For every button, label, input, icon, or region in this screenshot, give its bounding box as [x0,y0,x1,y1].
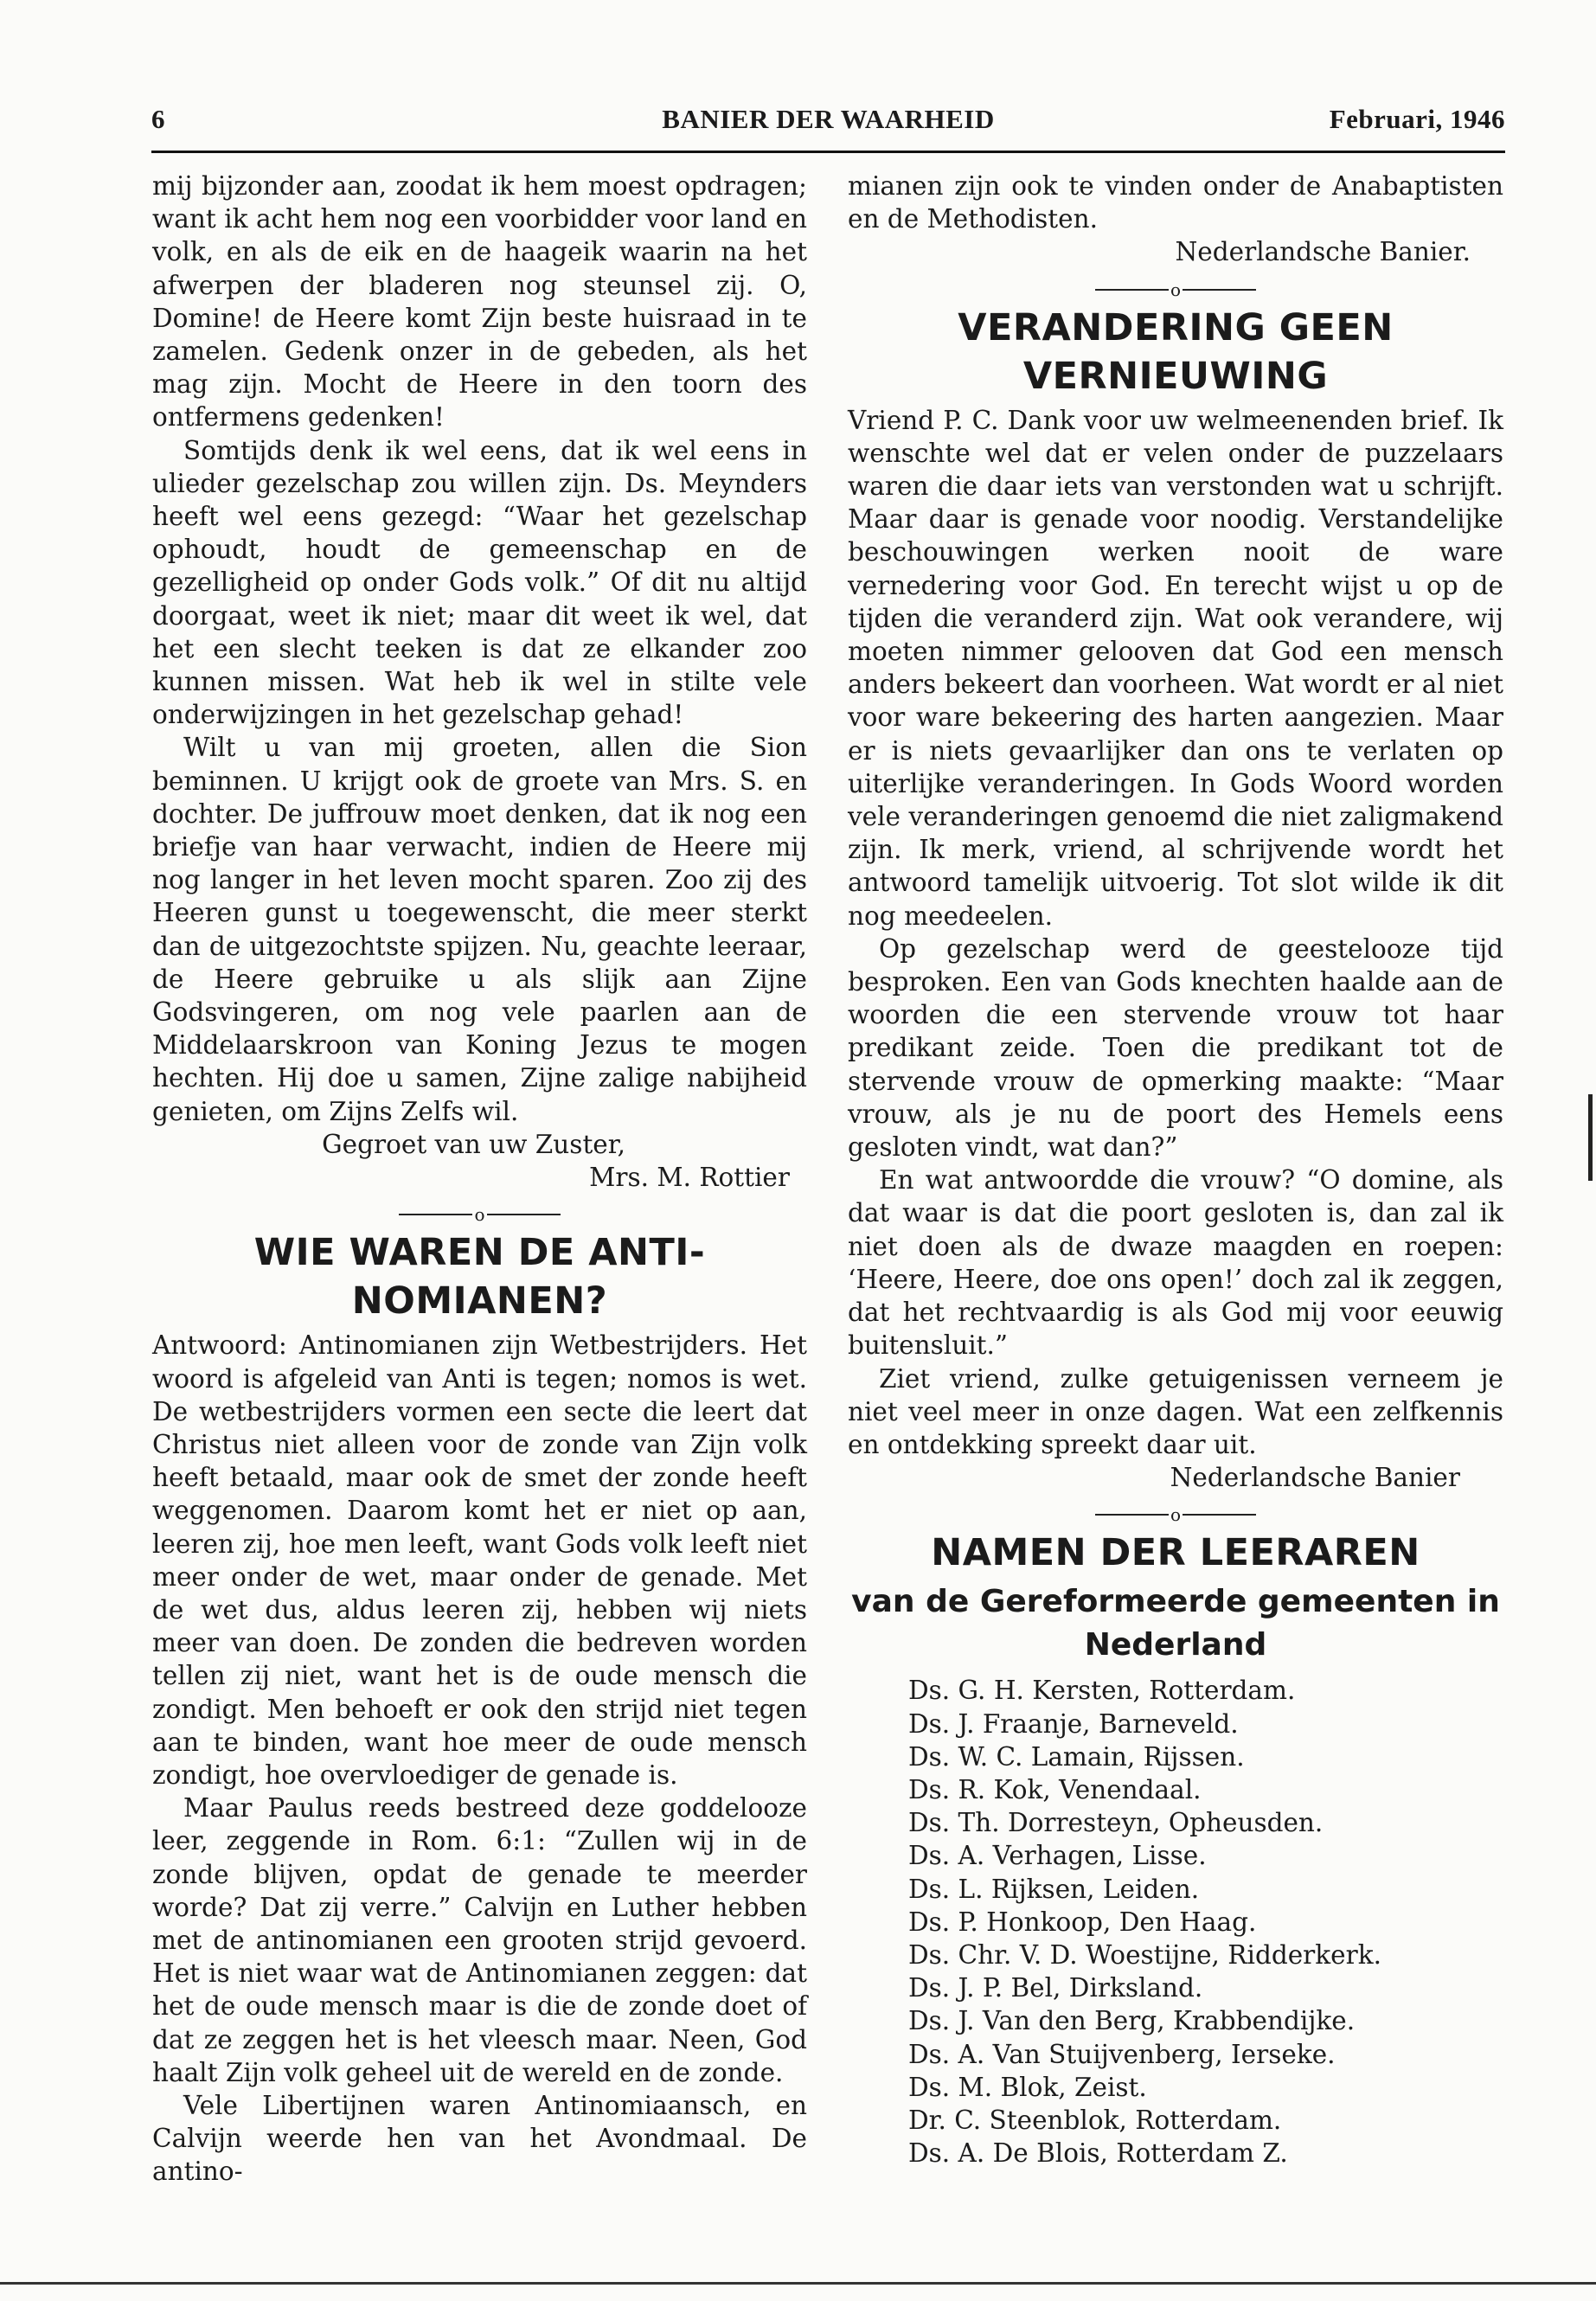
section-separator: o [848,1506,1503,1523]
letter-paragraph: Wilt u van mij groeten, allen die Sion beminnen. U krijgt ook de groete van Mrs. S. en dochter. De juffrouw moet denken, dat ik nog een briefje van haar verwacht, indien de Heere mij nog langer in het leven mocht sparen. Zoo zij des Heeren gunst u toegewenscht, die meer sterkt dan de uitgezochtste spijzen. Nu, geachte leeraar, de Heere gebruike u als slijk aan Zijne Godsvingeren, om nog vele paarlen aan de Middelaarskroon van Koning Jezus te mogen hechten. Hij doe u samen, Zijne zalige nabijheid genieten, om Zijns Zelfs wil. [152,733,807,1126]
letter-signature: Mrs. M. Rottier [589,1163,790,1193]
issue-date: Februari, 1946 [1329,104,1505,134]
header-rule [151,151,1505,153]
letter-paragraph: mij bijzonder aan, zoodat ik hem moest opdragen; want ik acht hem nog een voorbidder voor land en volk, en als de eik en de haageik waarin na het afwerpen der bladeren nog steunsel zij. O, Domine! de Heere komt Zijn beste huisraad in te zamelen. Gedenk onzer in de gebeden, als het mag zijn. Mocht de Heere in den toorn des ontfermens gedenken! [152,171,807,433]
page-number: 6 [151,104,165,134]
minister-list [908,1674,1503,2170]
list-item: Ds. W. C. Lamain, Rijssen. [908,1741,1245,1772]
names-heading: NAMEN DER LEERAREN [931,1531,1420,1575]
article-paragraph: Ziet vriend, zulke getuigenissen verneem je niet veel meer in onze dagen. Wat een zelfkennis en ontdekking spreekt daar uit. [848,1363,1503,1459]
list-item: Ds. J. P. Bel, Dirksland. [908,1973,1203,2003]
section-separator: o [152,1206,807,1223]
scan-bottom-edge [0,2282,1596,2285]
list-item: Ds. A. Van Stuijvenberg, Ierseke. [908,2039,1336,2069]
list-item: Ds. M. Blok, Zeist. [908,2072,1147,2102]
list-item: Ds. Th. Dorresteyn, Opheusden. [908,1808,1324,1838]
list-item: Ds. J. Van den Berg, Krabbendijke. [908,2006,1356,2036]
letter-paragraph: Somtijds denk ik wel eens, dat ik wel eens in ulieder gezelschap zou willen zijn. Ds. Meynders heeft wel eens gezegd: “Waar het gezelschap ophoudt, houdt de gemeenschap en de gezelligheid op onder Gods volk.” Of dit nu altijd doorgaat, weet ik niet; maar dit weet ik wel, dat het een slecht teeken is dat ze elkander zoo kunnen missen. Wat heb ik wel in stilte vele onderwijzingen in het gezelschap gehad! [152,435,807,730]
article-paragraph: Maar Paulus reeds bestreed deze goddelooze leer, zeggende in Rom. 6:1: “Zullen wij in de zonde blijven, opdat de genade te meerder worde? Dat zij verre.” Calvijn en Luther hebben met de antinomianen een grooten strijd gevoerd. Het is niet waar wat de Antinomianen zeggen: dat het de oude mensch maar is die de zonde doet of dat ze zeggen het is het vleesch maar. Neen, God haalt Zijn volk geheel uit de wereld en de zonde. [152,1793,807,2087]
article-paragraph: Antwoord: Antinomianen zijn Wetbestrijders. Het woord is afgeleid van Anti is tegen; nomos is wet. De wetbestrijders vormen een secte die leert dat Christus niet alleen voor de zonde van Zijn volk heeft betaald, maar ook de smet der zonde heeft weggenomen. Daarom komt het er niet op aan, leeren zij, hoe men leeft, want Gods volk leeft niet meer onder de wet, maar onder de genade. Met de wet dus, aldus leeren zij, hebben wij niets meer van doen. De zonden die bedreven worden tellen zij niet, want het is de oude mensch die zondigt. Men behoeft er ook den strijd niet tegen aan te binden, want hoe meer de oude mensch zondigt, hoe overvloediger de genade is. [152,1330,807,1790]
article-paragraph: En wat antwoordde die vrouw? “O domine, als dat waar is dat die poort gesloten is, dan zal ik niet doen als de dwaze maagden en roepen: ‘Heere, Heere, doe ons open!’ doch zal ik zeggen, dat het rechtvaardig is als God mij voor eeuwig buitensluit.” [848,1165,1503,1361]
page-header [151,104,1505,138]
right-column [848,170,1503,2170]
article-heading-antinomianen: WIE WAREN DE ANTI- NOMIANEN? [253,1231,706,1324]
section-separator: o [848,281,1503,298]
source-credit: Nederlandsche Banier. [1175,237,1471,267]
list-item: Ds. G. H. Kersten, Rotterdam. [908,1676,1296,1706]
list-item: Ds. R. Kok, Venendaal. [908,1774,1202,1804]
left-column [152,170,807,2189]
source-credit: Nederlandsche Banier [1170,1463,1460,1493]
list-item: Ds. A. De Blois, Rotterdam Z. [908,2138,1288,2169]
article-heading-verandering: VERANDERING GEEN VERNIEUWING [958,305,1394,398]
article-paragraph: Op gezelschap werd de geestelooze tijd besproken. Een van Gods knechten haalde aan de woorden die een stervende vrouw tot haar predikant zeide. Toen die predikant tot de stervende vrouw de opmerking maakte: “Maar vrouw, als je nu de poort des Hemels eens gesloten vindt, wat dan?” [848,933,1503,1163]
list-item: Dr. C. Steenblok, Rotterdam. [908,2105,1282,2135]
scan-edge-mark [1588,1094,1593,1181]
list-item: Ds. A. Verhagen, Lisse. [908,1841,1207,1871]
letter-closing: Gegroet van uw Zuster, [322,1129,625,1159]
names-subheading: van de Gereformeerde gemeenten in Nederland [851,1584,1500,1663]
list-item: Ds. L. Rijksen, Leiden. [908,1874,1200,1904]
article-paragraph: Vele Libertijnen waren Antinomiaansch, en Calvijn weerde hen van het Avondmaal. De antino- [152,2090,807,2187]
list-item: Ds. J. Fraanje, Barneveld. [908,1708,1239,1739]
list-item: Ds. Chr. V. D. Woestijne, Ridderkerk. [908,1939,1381,1970]
list-item: Ds. P. Honkoop, Den Haag. [908,1907,1257,1937]
publication-title: BANIER DER WAARHEID [662,104,995,134]
article-continuation: mianen zijn ook te vinden onder de Anabaptisten en de Methodisten. [848,171,1503,234]
article-paragraph: Vriend P. C. Dank voor uw welmeenenden brief. Ik wenschte wel dat er velen onder de puzzelaars waren die daar iets van verstonden wat u schrijft. Maar daar is genade voor noodig. Verstandelijke beschouwingen werken nooit de ware vernedering voor God. En terecht wijst u op de tijden die veranderd zijn. Wat ook verandere, wij moeten nimmer gelooven dat God een mensch anders bekeert dan voorheen. Wat wordt er al niet voor ware bekeering des harten aangezien. Maar er is niets gevaarlijker dan ons te verlaten op uiterlijke veranderingen. In Gods Woord worden vele veranderingen genoemd die niet zaligmakend zijn. Ik merk, vriend, al schrijvende wordt het antwoord tamelijk uitvoerig. Tot slot wilde ik dit nog meedeelen. [848,405,1503,931]
